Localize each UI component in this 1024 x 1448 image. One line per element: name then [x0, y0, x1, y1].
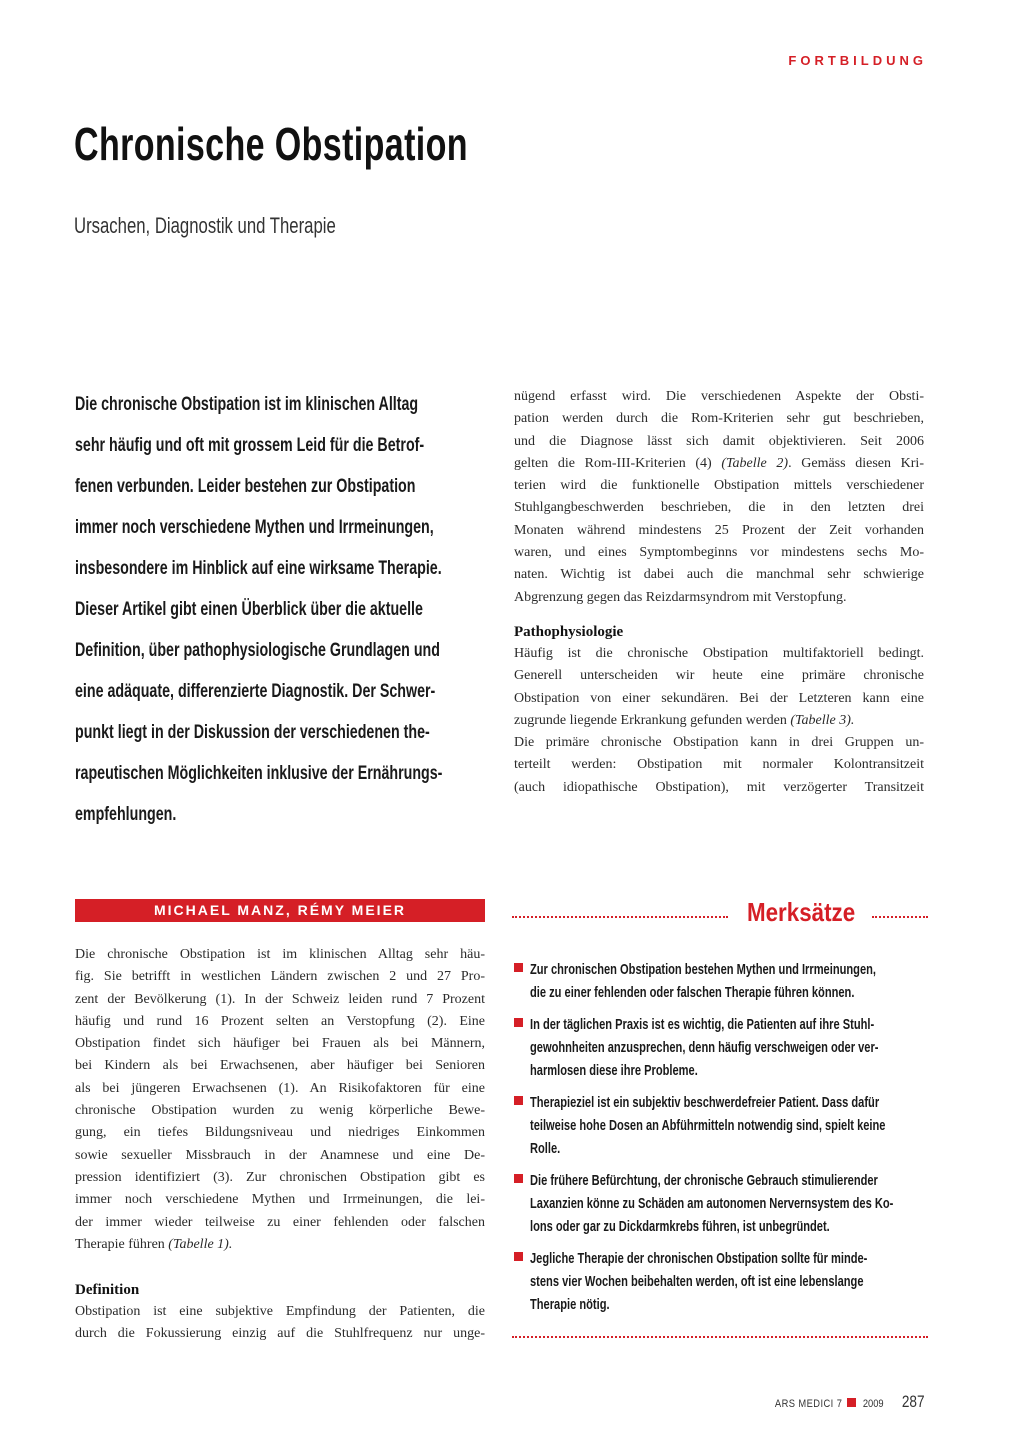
lead-line: Die chronische Obstipation ist im klinischen Alltag [75, 394, 419, 415]
merksatz-line: Die frühere Befürchtung, der chronische Gebrauch stimulierender [530, 1172, 878, 1189]
merksatz-item [512, 1169, 928, 1238]
lead-line: Definition, über pathophysiologische Grundlagen und [75, 640, 440, 661]
merksatz-line: gewohnheiten anzusprechen, denn häufig verschweigen oder ver- [530, 1039, 879, 1056]
lead-line: Dieser Artikel gibt einen Überblick über die aktuelle [75, 599, 423, 620]
page-number: 287 [901, 1392, 925, 1411]
text-line: der immer wieder teilweise zu einer fehlenden oder falschen [75, 1214, 485, 1230]
page-footer [763, 1392, 927, 1412]
text-line: fig. Sie betrifft in westlichen Ländern zwischen 2 und 27 Pro- [75, 969, 485, 985]
text-line: Monaten während mindestens 25 Prozent der Zeit vorhanden [514, 522, 924, 538]
lead-line: empfehlungen. [75, 804, 177, 825]
text-line: zent der Bevölkerung (1). In der Schweiz leiden rund 7 Prozent [75, 991, 485, 1007]
text-line: pression identifiziert (3). Zur chronischen Obstipation gibt es [75, 1169, 485, 1185]
lead-line: fenen verbunden. Leider bestehen zur Obstipation [75, 476, 416, 497]
merksatz-item [512, 1013, 928, 1082]
text-line: immer noch verschiedene Mythen und Irrmeinungen, die lei- [75, 1192, 485, 1208]
merksatz-item [512, 958, 928, 1004]
text-line: Generell unterscheiden wir heute eine primäre chronische [514, 668, 924, 684]
dotted-rule [872, 916, 928, 918]
merksatz-text [530, 1247, 915, 1316]
text-line: terteilt werden: Obstipation mit normaler Kolontransitzeit [514, 757, 924, 773]
text-line: naten. Wichtig ist dabei auch die manchmal sehr schwierige [514, 567, 924, 583]
text-line: Stuhlgangbeschwerden beschrieben, die in den letzten drei [514, 500, 924, 516]
lead-line: punkt liegt in der Diskussion der verschiedenen the- [75, 722, 430, 743]
left-column-text [75, 944, 485, 1346]
text-line: als bei jüngeren Erwachsenen (1). An Risikofaktoren für eine [75, 1080, 485, 1096]
merksatz-text [530, 1091, 915, 1160]
square-bullet-icon [514, 1174, 523, 1183]
dotted-rule [512, 916, 728, 918]
text-line: Die chronische Obstipation ist im klinischen Alltag sehr häu- [75, 947, 485, 962]
merksatz-line: die zu einer fehlenden oder falschen Therapie führen können. [530, 984, 855, 1001]
merksatz-line: lons oder gar zu Dickdarmkrebs führen, ist unbegründet. [530, 1218, 830, 1235]
text-line: Obstipation von einer sekundären. Bei der Letzteren kann eine [514, 690, 924, 706]
merksatz-line: Therapieziel ist ein subjektiv beschwerdefreier Patient. Dass dafür [530, 1094, 880, 1111]
merksatz-text [530, 1013, 915, 1082]
author-bar: MICHAEL MANZ, RÉMY MEIER [75, 899, 485, 922]
merksatz-line: harmlosen diese ihre Probleme. [530, 1062, 698, 1079]
lead-line: immer noch verschiedene Mythen und Irrmeinungen, [75, 517, 434, 538]
lead-line: eine adäquate, differenzierte Diagnostik. Der Schwer- [75, 681, 436, 702]
article-subtitle: Ursachen, Diagnostik und Therapie [74, 213, 336, 238]
square-bullet-icon [514, 1096, 523, 1105]
journal-name: ARS MEDICI 7 [774, 1398, 843, 1410]
merksatz-line: teilweise hohe Dosen an Abführmitteln notwendig sind, spielt keine [530, 1117, 886, 1134]
text-line: zugrunde liegende Erkrankung gefunden werden (Tabelle 3). [514, 712, 855, 728]
lead-paragraph [75, 384, 484, 835]
journal-year: 2009 [862, 1398, 884, 1410]
text-line: Abgrenzung gegen das Reizdarmsyndrom mit Verstopfung. [514, 589, 847, 605]
section-heading-pathophysiologie: Pathophysiologie [514, 623, 624, 640]
merksatz-line: stens vier Wochen beibehalten werden, oft ist eine lebenslange [530, 1273, 864, 1290]
text-line: häufig und rund 16 Prozent selten an Verstopfung (2). Eine [75, 1013, 485, 1029]
lead-line: sehr häufig und oft mit grossem Leid für die Betrof- [75, 435, 425, 456]
text-line: gelten die Rom-III-Kriterien (4) (Tabelle 2). Gemäss diesen Kri- [514, 455, 924, 471]
table-reference: (Tabelle 2) [721, 455, 789, 471]
square-icon [847, 1398, 856, 1407]
square-bullet-icon [514, 1252, 523, 1261]
text-line: gung, ein tiefes Bildungsniveau und niedriges Einkommen [75, 1125, 485, 1141]
merksaetze-title: Merksätze [747, 897, 856, 927]
merksatz-line: Laxanzien könne zu Schäden am autonomen Nervernsystem des Ko- [530, 1195, 894, 1212]
merksatz-line: Zur chronischen Obstipation bestehen Mythen und Irrmeinungen, [530, 961, 876, 978]
text-line: Die primäre chronische Obstipation kann in drei Gruppen un- [514, 735, 924, 751]
text-line: Therapie führen (Tabelle 1). [75, 1236, 233, 1252]
square-bullet-icon [514, 1018, 523, 1027]
text-line: und die Diagnose lässt sich damit objektivieren. Seit 2006 [514, 433, 924, 449]
text-line: sowie sexueller Missbrauch in der Anamnese und eine De- [75, 1147, 485, 1163]
table-reference: (Tabelle 3). [790, 712, 855, 728]
text-line: Obstipation ist eine subjektive Empfindung der Patienten, die [75, 1304, 485, 1320]
merksatz-text [530, 958, 915, 1004]
right-column-text [514, 386, 924, 799]
article-title: Chronische Obstipation [74, 118, 468, 170]
text-line: durch die Fokussierung einzig auf die Stuhlfrequenz nur unge- [75, 1326, 485, 1342]
merksatz-item [512, 1091, 928, 1160]
section-label: FORTBILDUNG [788, 53, 927, 68]
merksatz-line: In der täglichen Praxis ist es wichtig, die Patienten auf ihre Stuhl- [530, 1016, 875, 1033]
table-reference: (Tabelle 1). [168, 1236, 233, 1252]
text-line: waren, und eines Symptombeginns vor mindestens sechs Mo- [514, 545, 924, 561]
text-line: terien wird die funktionelle Obstipation mittels verschiedener [514, 478, 924, 494]
section-heading-definition: Definition [75, 1282, 140, 1299]
text-line: Obstipation findet sich häufiger bei Frauen als bei Männern, [75, 1036, 485, 1052]
merksatz-line: Therapie nötig. [530, 1296, 610, 1313]
text-line: nügend erfasst wird. Die verschiedenen Aspekte der Obsti- [514, 389, 924, 404]
merksatz-line: Jegliche Therapie der chronischen Obstipation sollte für minde- [530, 1250, 868, 1267]
merksatz-item [512, 1247, 928, 1316]
text-line: Häufig ist die chronische Obstipation multifaktoriell bedingt. [514, 645, 924, 661]
lead-line: rapeutischen Möglichkeiten inklusive der Ernährungs- [75, 763, 443, 784]
square-bullet-icon [514, 963, 523, 972]
text-line: chronische Obstipation wurden zu wenig körperliche Bewe- [75, 1103, 485, 1119]
text-line: bei Kindern als bei Erwachsenen, aber häufiger bei Senioren [75, 1058, 485, 1074]
merksatz-line: Rolle. [530, 1140, 561, 1157]
text-line: pation werden durch die Rom-Kriterien sehr gut beschrieben, [514, 411, 924, 427]
dotted-rule [512, 1336, 928, 1338]
merksatz-text [530, 1169, 915, 1238]
lead-line: insbesondere im Hinblick auf eine wirksame Therapie. [75, 558, 442, 579]
text-line: (auch idiopathische Obstipation), mit verzögerter Transitzeit [514, 779, 924, 795]
merksaetze-list [512, 958, 928, 1325]
